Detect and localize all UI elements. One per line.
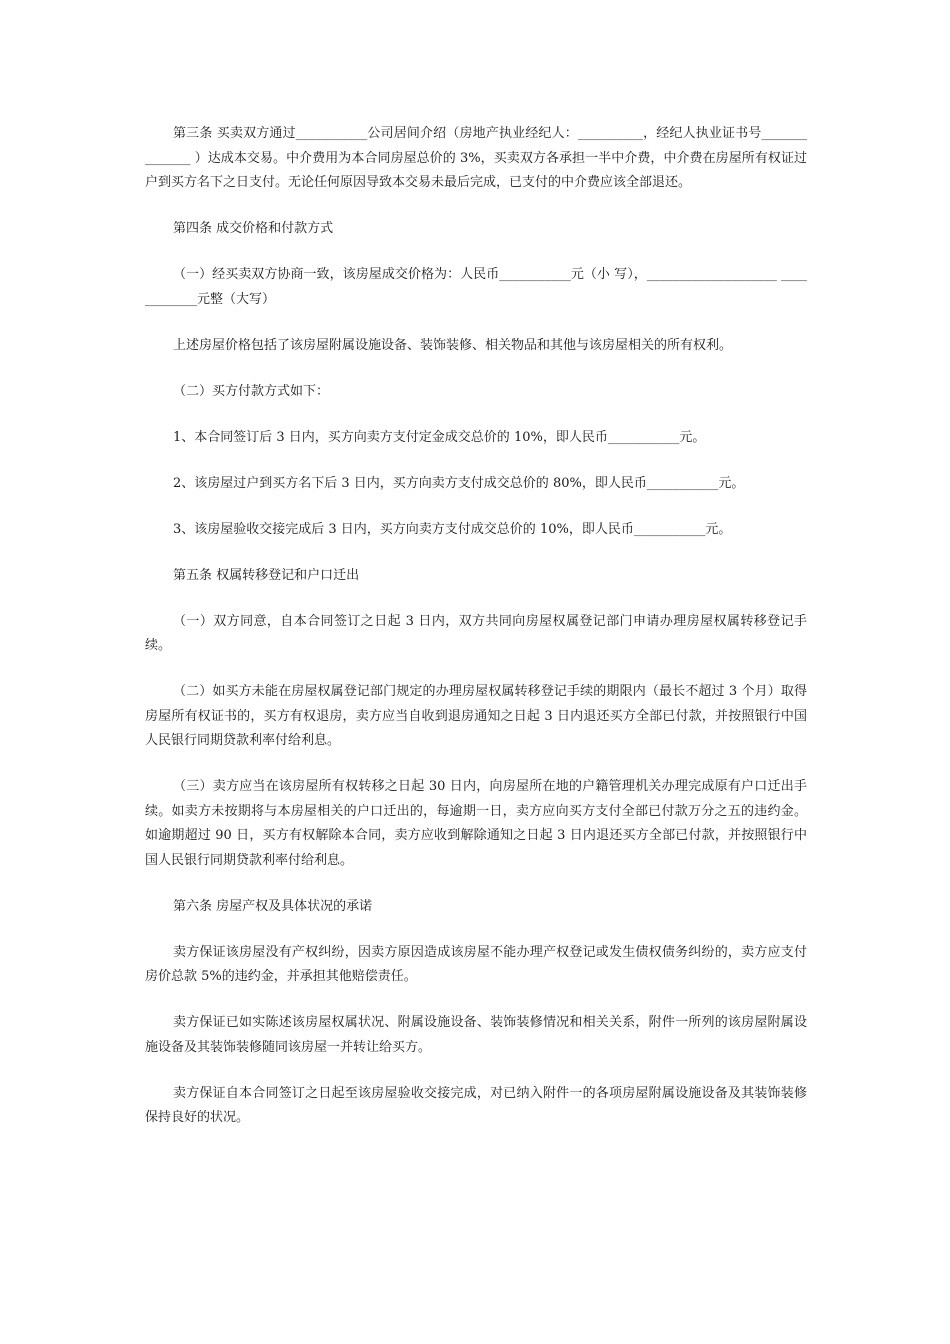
warranty-paragraph-2: 卖方保证已如实陈述该房屋权属状况、附属设施设备、装饰装修情况和相关关系，附件一所列的该房屋附属设施设备及其装饰装修随同该房屋一并转让给买方。 bbox=[145, 1015, 807, 1055]
warranty-paragraph-3: 卖方保证自本合同签订之日起至该房屋验收交接完成，对已纳入附件一的各项房屋附属设施设备及其装饰装修保持良好的状况。 bbox=[145, 1085, 807, 1125]
article-3-paragraph: 第三条 买卖双方通过___________公司居间介绍（房地产执业经纪人：__________，经纪人执业证书号______________ ）达成本交易。中介费用为本合同房屋总价的 3%，买卖双方各承担一半中介费，中介费在房屋所有权证过户到买方名下之日支付。无论任何原因导致本交易未最后完成，已支付的中介费应该全部退还。 bbox=[145, 126, 807, 190]
price-clause-paragraph: （一）经买卖双方协商一致，该房屋成交价格为：人民币___________元（小 写），____________________ ____________元整（大写） bbox=[145, 267, 807, 307]
transfer-clause-1: （一）双方同意，自本合同签订之日起 3 日内，双方共同向房屋权属登记部门申请办理房屋权属转移登记手续。 bbox=[145, 613, 807, 653]
article-6-heading: 第六条 房屋产权及具体状况的承诺 bbox=[173, 898, 373, 914]
payment-item-3: 3、该房屋验收交接完成后 3 日内，买方向卖方支付成交总价的 10%，即人民币___________元。 bbox=[173, 521, 732, 537]
article-4-heading: 第四条 成交价格和付款方式 bbox=[173, 221, 334, 236]
contract-page bbox=[145, 122, 807, 1152]
price-inclusion-paragraph: 上述房屋价格包括了该房屋附属设施设备、装饰装修、相关物品和其他与该房屋相关的所有权利。 bbox=[173, 337, 733, 353]
payment-method-heading: （二）买方付款方式如下： bbox=[173, 383, 330, 399]
payment-item-2: 2、该房屋过户到买方名下后 3 日内，买方向卖方支付成交总价的 80%，即人民币___________元。 bbox=[173, 475, 745, 491]
article-5-heading: 第五条 权属转移登记和户口迁出 bbox=[173, 567, 360, 583]
transfer-clause-3: （三）卖方应当在该房屋所有权转移之日起 30 日内，向房屋所在地的户籍管理机关办理完成原有户口迁出手续。如卖方未按期将与本房屋相关的户口迁出的，每逾期一日，卖方应向买方支付全部已付款万分之五的违约金。如逾期超过 90 日，买方有权解除本合同，卖方应收到解除通知之日起 3 日内退还买方全部已付款，并按照银行中国人民银行同期贷款利率付给利息。 bbox=[145, 779, 807, 868]
payment-item-1: 1、本合同签订后 3 日内，买方向卖方支付定金成交总价的 10%，即人民币___________元。 bbox=[173, 429, 706, 445]
transfer-clause-2: （二）如买方未能在房屋权属登记部门规定的办理房屋权属转移登记手续的期限内（最长不超过 3 个月）取得房屋所有权证书的，买方有权退房，卖方应当自收到退房通知之日起 3 日内退还买方全部已付款，并按照银行中国人民银行同期贷款利率付给利息。 bbox=[145, 684, 807, 748]
warranty-paragraph-1: 卖方保证该房屋没有产权纠纷，因卖方原因造成该房屋不能办理产权登记或发生债权债务纠纷的，卖方应支付房价总款 5%的违约金，并承担其他赔偿责任。 bbox=[145, 944, 807, 984]
